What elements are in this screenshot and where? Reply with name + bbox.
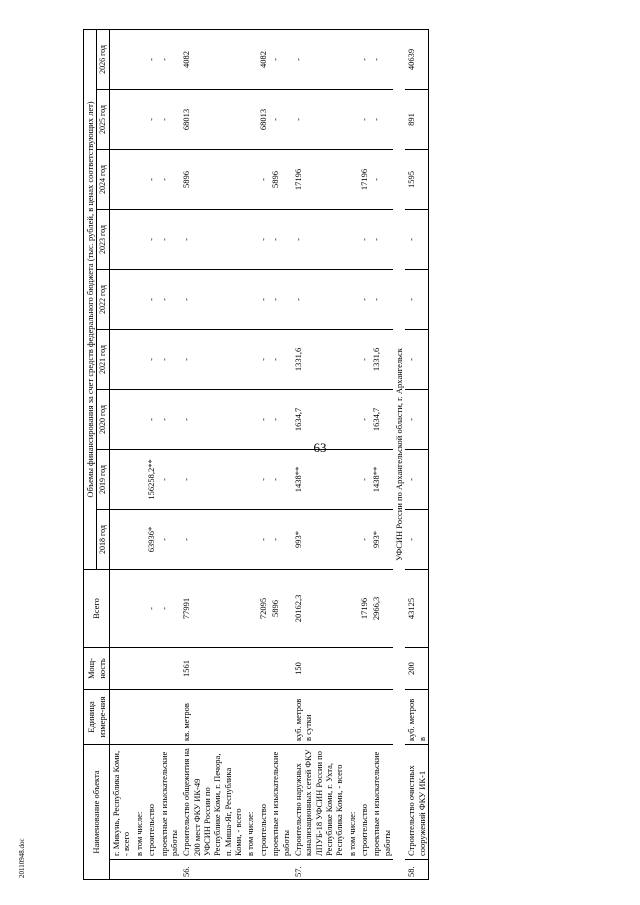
year-value-cell: -: [358, 209, 370, 269]
unit-cell: [269, 689, 292, 744]
table-row: [346, 29, 358, 879]
year-value-cell: -: [145, 209, 157, 269]
year-value-cell: 5896: [269, 149, 292, 209]
total-cell: 77991: [180, 569, 244, 647]
row-number: [346, 860, 358, 880]
capacity-cell: [269, 647, 292, 689]
year-value-cell: 993*: [370, 509, 393, 569]
year-value-cell: -: [145, 389, 157, 449]
year-value-cell: -: [269, 209, 292, 269]
year-value-cell: -: [158, 269, 181, 329]
year-value-cell: -: [358, 269, 370, 329]
year-value-cell: 63936*: [145, 509, 157, 569]
year-value-cell: 4082: [257, 29, 269, 89]
unit-cell: [346, 689, 358, 744]
total-cell: 2966,3: [370, 569, 393, 647]
header-year: 2021 год: [97, 329, 110, 389]
object-name: проектные и изыскательские работы: [269, 744, 292, 859]
table-row: [133, 29, 145, 879]
header-total: Всего: [84, 569, 110, 647]
unit-cell: [145, 689, 157, 744]
year-value-cell: -: [180, 209, 244, 269]
year-value-cell: -: [180, 509, 244, 569]
rotated-table-container: [83, 30, 623, 880]
year-value-cell: [133, 209, 145, 269]
total-cell: -: [145, 569, 157, 647]
year-value-cell: 40639: [405, 29, 428, 89]
header-year: 2023 год: [97, 209, 110, 269]
year-value-cell: 156258,2**: [145, 449, 157, 509]
year-value-cell: -: [257, 209, 269, 269]
year-value-cell: -: [358, 389, 370, 449]
year-value-cell: -: [269, 509, 292, 569]
capacity-cell: [346, 647, 358, 689]
object-name: строительство: [358, 744, 370, 859]
year-value-cell: -: [370, 269, 393, 329]
unit-cell: [244, 689, 256, 744]
object-name: Строительство общежития на 200 мест ФКУ ИК-49 УФСИН России по Республике Коми, г. Печора, п. Миша-Яг, Республика Коми, - всего: [180, 744, 244, 859]
year-value-cell: [244, 89, 256, 149]
year-value-cell: [133, 329, 145, 389]
object-name: Строительство наружных канализационных сетей ФКУ ЛПУБ-18 УФСИН России по Республике Коми, г. Ухта, Республика Коми, - всего: [292, 744, 346, 859]
year-value-cell: -: [158, 329, 181, 389]
header-year: 2018 год: [97, 509, 110, 569]
year-value-cell: -: [158, 209, 181, 269]
year-value-cell: -: [180, 329, 244, 389]
header-capacity: Мощ-ность: [84, 647, 110, 689]
year-value-cell: -: [158, 449, 181, 509]
table-row: [405, 29, 428, 879]
total-cell: [244, 569, 256, 647]
year-value-cell: [133, 449, 145, 509]
year-value-cell: -: [269, 89, 292, 149]
row-number: [158, 860, 181, 880]
year-value-cell: -: [292, 29, 346, 89]
header-unit: Единица измере-ния: [84, 689, 110, 744]
row-number: 56.: [180, 860, 244, 880]
year-value-cell: [133, 89, 145, 149]
year-value-cell: [244, 209, 256, 269]
capacity-cell: [133, 647, 145, 689]
year-value-cell: [110, 269, 133, 329]
year-value-cell: -: [257, 269, 269, 329]
year-value-cell: [346, 29, 358, 89]
unit-cell: [158, 689, 181, 744]
year-value-cell: -: [370, 29, 393, 89]
year-value-cell: [244, 509, 256, 569]
year-value-cell: -: [358, 509, 370, 569]
year-value-cell: -: [145, 29, 157, 89]
year-value-cell: -: [145, 269, 157, 329]
year-value-cell: -: [269, 329, 292, 389]
row-number: [110, 860, 133, 880]
object-name: проектные и изыскательские работы: [158, 744, 181, 859]
year-value-cell: [346, 509, 358, 569]
header-funding: Объемы финансирования за счет средств федерального бюджета (тыс. рублей, в ценах соответствующих лет): [84, 29, 97, 569]
year-value-cell: -: [269, 269, 292, 329]
year-value-cell: 1595: [405, 149, 428, 209]
total-cell: 43125: [405, 569, 428, 647]
year-value-cell: 17196: [358, 149, 370, 209]
unit-cell: кв. метров: [180, 689, 244, 744]
year-value-cell: -: [358, 29, 370, 89]
header-year: 2024 год: [97, 149, 110, 209]
year-value-cell: -: [158, 29, 181, 89]
year-value-cell: [110, 509, 133, 569]
object-name: строительство: [145, 744, 157, 859]
year-value-cell: [244, 149, 256, 209]
year-value-cell: 17196: [292, 149, 346, 209]
capacity-cell: [244, 647, 256, 689]
year-value-cell: [110, 209, 133, 269]
unit-cell: [370, 689, 393, 744]
region-row: [393, 29, 405, 879]
year-value-cell: -: [257, 509, 269, 569]
table-header: [84, 29, 110, 879]
table-row: [244, 29, 256, 879]
row-number: 57.: [292, 860, 346, 880]
table-row: [358, 29, 370, 879]
table-row: [292, 29, 346, 879]
header-year: 2020 год: [97, 389, 110, 449]
table-row: [158, 29, 181, 879]
year-value-cell: -: [370, 209, 393, 269]
total-cell: -: [158, 569, 181, 647]
total-cell: 5896: [269, 569, 292, 647]
total-cell: 20162,3: [292, 569, 346, 647]
year-value-cell: -: [158, 89, 181, 149]
page-number: 63: [313, 440, 327, 455]
year-value-cell: [110, 449, 133, 509]
table-row: [269, 29, 292, 879]
year-value-cell: [133, 149, 145, 209]
row-number: [358, 860, 370, 880]
table-row: [180, 29, 244, 879]
table-row: [257, 29, 269, 879]
capacity-cell: [145, 647, 157, 689]
header-year: 2026 год: [97, 29, 110, 89]
table-body: [110, 29, 429, 879]
capacity-cell: [370, 647, 393, 689]
year-value-cell: -: [257, 449, 269, 509]
object-name: строительство: [257, 744, 269, 859]
year-value-cell: -: [269, 389, 292, 449]
year-value-cell: -: [358, 89, 370, 149]
total-cell: 72095: [257, 569, 269, 647]
year-value-cell: [346, 269, 358, 329]
row-number: 58.: [405, 860, 428, 880]
object-name: в том числе:: [346, 744, 358, 859]
year-value-cell: [346, 389, 358, 449]
unit-cell: куб. метров в: [405, 689, 428, 744]
year-value-cell: -: [257, 389, 269, 449]
year-value-cell: 1438**: [370, 449, 393, 509]
year-value-cell: [133, 389, 145, 449]
year-value-cell: [346, 209, 358, 269]
year-value-cell: [244, 389, 256, 449]
year-value-cell: [110, 329, 133, 389]
unit-cell: [110, 689, 133, 744]
year-value-cell: -: [180, 449, 244, 509]
table-row: [145, 29, 157, 879]
year-value-cell: -: [158, 389, 181, 449]
year-value-cell: 1331,6: [370, 329, 393, 389]
unit-cell: [257, 689, 269, 744]
capacity-cell: [158, 647, 181, 689]
year-value-cell: [244, 449, 256, 509]
year-value-cell: -: [405, 269, 428, 329]
year-value-cell: [110, 29, 133, 89]
object-name: г. Микунь, Республика Коми, - всего: [110, 744, 133, 859]
funding-table: [83, 29, 429, 880]
year-value-cell: -: [145, 149, 157, 209]
year-value-cell: -: [269, 29, 292, 89]
year-value-cell: 993*: [292, 509, 346, 569]
year-value-cell: -: [370, 89, 393, 149]
year-value-cell: -: [358, 449, 370, 509]
year-value-cell: -: [405, 389, 428, 449]
total-cell: [133, 569, 145, 647]
year-value-cell: [346, 89, 358, 149]
year-value-cell: -: [180, 269, 244, 329]
year-value-cell: 1634,7: [292, 389, 346, 449]
year-value-cell: [244, 329, 256, 389]
row-number: [257, 860, 269, 880]
object-name: в том числе:: [244, 744, 256, 859]
row-number: [145, 860, 157, 880]
year-value-cell: [346, 329, 358, 389]
year-value-cell: -: [405, 509, 428, 569]
year-value-cell: 1438**: [292, 449, 346, 509]
year-value-cell: -: [257, 329, 269, 389]
row-number: [269, 860, 292, 880]
year-value-cell: 4082: [180, 29, 244, 89]
year-value-cell: 68013: [180, 89, 244, 149]
year-value-cell: [110, 389, 133, 449]
table-row: [370, 29, 393, 879]
year-value-cell: -: [292, 209, 346, 269]
object-name: проектные и изыскательские работы: [370, 744, 393, 859]
year-value-cell: [133, 269, 145, 329]
object-name: в том числе:: [133, 744, 145, 859]
year-value-cell: -: [180, 389, 244, 449]
header-name: Наименование объекта: [84, 744, 110, 879]
object-name: Строительство очистных сооружений ФКУ ИК-1: [405, 744, 428, 859]
year-value-cell: [110, 149, 133, 209]
year-value-cell: [346, 449, 358, 509]
year-value-cell: -: [405, 329, 428, 389]
year-value-cell: -: [358, 329, 370, 389]
year-value-cell: 68013: [257, 89, 269, 149]
capacity-cell: 200: [405, 647, 428, 689]
unit-cell: [133, 689, 145, 744]
header-year: 2025 год: [97, 89, 110, 149]
year-value-cell: 1634,7: [370, 389, 393, 449]
total-cell: [346, 569, 358, 647]
row-number: [133, 860, 145, 880]
row-number: [370, 860, 393, 880]
capacity-cell: [110, 647, 133, 689]
year-value-cell: [244, 29, 256, 89]
year-value-cell: [110, 89, 133, 149]
year-value-cell: -: [405, 209, 428, 269]
capacity-cell: [358, 647, 370, 689]
unit-cell: [358, 689, 370, 744]
footer-filename: 20110948.doc: [18, 838, 26, 878]
year-value-cell: 891: [405, 89, 428, 149]
header-year: 2022 год: [97, 269, 110, 329]
year-value-cell: -: [405, 449, 428, 509]
year-value-cell: [244, 269, 256, 329]
year-value-cell: -: [370, 149, 393, 209]
year-value-cell: -: [145, 89, 157, 149]
capacity-cell: 1561: [180, 647, 244, 689]
year-value-cell: -: [145, 329, 157, 389]
table-row: [110, 29, 133, 879]
year-value-cell: -: [292, 89, 346, 149]
region-heading: УФСИН России по Архангельской области, г. Архангельск: [393, 29, 405, 879]
year-value-cell: -: [158, 149, 181, 209]
year-value-cell: 1331,6: [292, 329, 346, 389]
total-cell: 17196: [358, 569, 370, 647]
year-value-cell: 5896: [180, 149, 244, 209]
year-value-cell: -: [269, 449, 292, 509]
year-value-cell: -: [292, 269, 346, 329]
capacity-cell: 150: [292, 647, 346, 689]
year-value-cell: -: [257, 149, 269, 209]
capacity-cell: [257, 647, 269, 689]
header-year: 2019 год: [97, 449, 110, 509]
year-value-cell: [346, 149, 358, 209]
year-value-cell: -: [158, 509, 181, 569]
row-number: [244, 860, 256, 880]
year-value-cell: [133, 509, 145, 569]
year-value-cell: [133, 29, 145, 89]
unit-cell: куб. метров в сутки: [292, 689, 346, 744]
total-cell: [110, 569, 133, 647]
